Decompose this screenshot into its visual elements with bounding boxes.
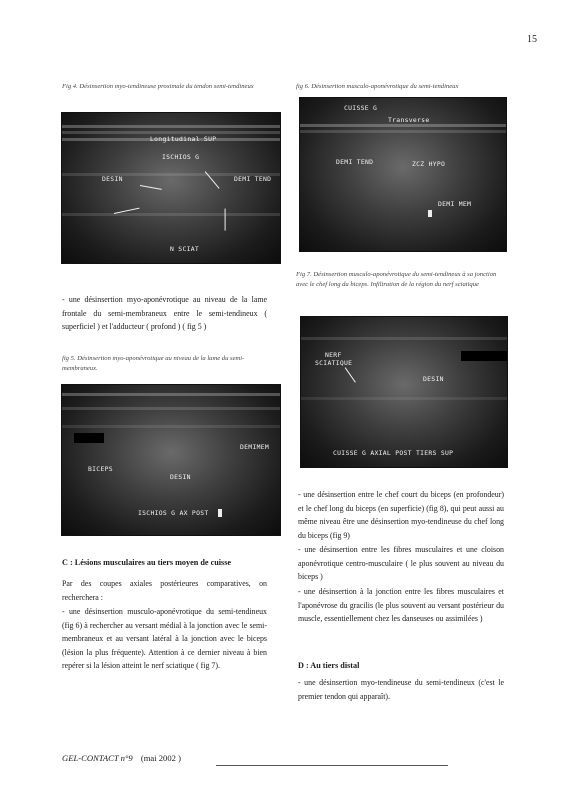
fig5-label-desin: DESIN (170, 473, 191, 481)
fig4-label-longitudinal: Longitudinal SUP (150, 135, 217, 143)
footer-date: (mai 2002 ) (140, 753, 181, 763)
footer-rule (216, 765, 448, 766)
fig6-label-demi-mem: DEMI MEM (438, 200, 472, 208)
arrow-icon (140, 185, 162, 190)
fig7-label-sciatique: SCIATIQUE (315, 359, 353, 367)
fig5-caption: fig 5. Désinsertion myo-aponévrotique au niveau de la lame du semi-membraneux. (62, 355, 245, 372)
right-item-chef-biceps: - une désinsertion entre le chef court du biceps (en profondeur) et le chef long du biceps (en superficie) (fig 8), qui peut aussi au même niveau être une désinsertion myo-tendineuse du chef long du biceps (fig 9) (298, 490, 504, 540)
arrow-icon (345, 367, 356, 382)
fig4-label-desin: DESIN (102, 175, 123, 183)
left-paragraph-lame-frontale: - une désinsertion myo-aponévrotique au niveau de la lame frontale du semi-membraneux entre le semi-tendineux ( superficiel ) et l'adducteur ( profond ) ( fig 5 ) (62, 295, 267, 332)
image-redaction-bar (74, 433, 104, 443)
section-c-text: Par des coupes axiales postérieures comparatives, on recherchera : (62, 579, 267, 602)
fig7-label-desin: DESIN (423, 375, 444, 383)
arrow-icon (224, 209, 225, 231)
fig6-caption: fig 6. Désinsertion musculo-aponévrotique du semi-tendineux (296, 83, 459, 90)
fig5-ultrasound-image (61, 384, 281, 536)
image-redaction-bar (461, 351, 507, 361)
fig7-ultrasound-image (300, 316, 508, 468)
fig6-label-transverse: Transverse (388, 116, 430, 124)
cursor-marker-icon (218, 509, 222, 517)
footer (62, 753, 181, 763)
footer-journal: GEL-CONTACT n°9 (62, 753, 133, 763)
fig5-label-ischios: ISCHIOS G AX POST (138, 509, 209, 517)
cursor-marker-icon (428, 210, 432, 217)
section-d-item: - une désinsertion myo-tendineuse du semi-tendineux (c'est le premier tendon qui apparaît). (298, 678, 504, 701)
fig6-label-cuisse: CUISSE G (344, 104, 378, 112)
fig4-label-n-sciat: N SCIAT (170, 245, 200, 253)
fig7-label-bottom: CUISSE G AXIAL POST TIERS SUP (333, 449, 454, 457)
fig4-caption: Fig 4. Désinsertion myo-tendineuse proximale du tendon semi-tendineux (62, 83, 254, 90)
fig6-label-demi-tend: DEMI TEND (336, 158, 374, 166)
fig5-label-demimem: DEMIMEM (240, 443, 270, 451)
page-number: 15 (527, 34, 537, 45)
right-item-cloison: - une désinsertion entre les fibres musculaires et une cloison aponévrotique centro-musculaire ( le plus souvent au niveau du biceps ) (298, 545, 504, 582)
fig6-ultrasound-image (299, 97, 507, 252)
fig4-label-ischios: ISCHIOS G (162, 153, 200, 161)
section-c-item: - une désinsertion musculo-aponévrotique du semi-tendineux (fig 6) à rechercher au versant médial à la jonction avec le semi-membraneux et au versant latéral à la jonction avec le biceps (lésion la plus fréquente). Attention à ce dernier niveau à bien repérer si la lésion atteint le nerf sciatique ( fig 7). (62, 607, 267, 671)
fig7-label-nerf: NERF (325, 351, 342, 359)
fig7-caption: Fig 7. Désinsertion musculo-aponévrotique du semi-tendineux à sa jonction avec le chef long du biceps. Infiltration de la région du nerf sciatique (296, 271, 497, 288)
fig4-ultrasound-image (61, 112, 281, 264)
fig4-label-demi-tend: DEMI TEND (234, 175, 272, 183)
fig6-label-hypo: ZCZ HYPO (412, 160, 446, 168)
section-d-heading: D : Au tiers distal (298, 661, 360, 670)
section-c-heading: C : Lésions musculaires au tiers moyen de cuisse (62, 558, 232, 567)
right-item-gracilis: - une désinsertion à la jonction entre les fibres musculaires et l'aponévrose du gracilis (le plus souvent au versant postérieur du muscle, essentiellement chez les danseuses ou assimilées ) (298, 587, 504, 624)
fig5-label-biceps: BICEPS (88, 465, 113, 473)
